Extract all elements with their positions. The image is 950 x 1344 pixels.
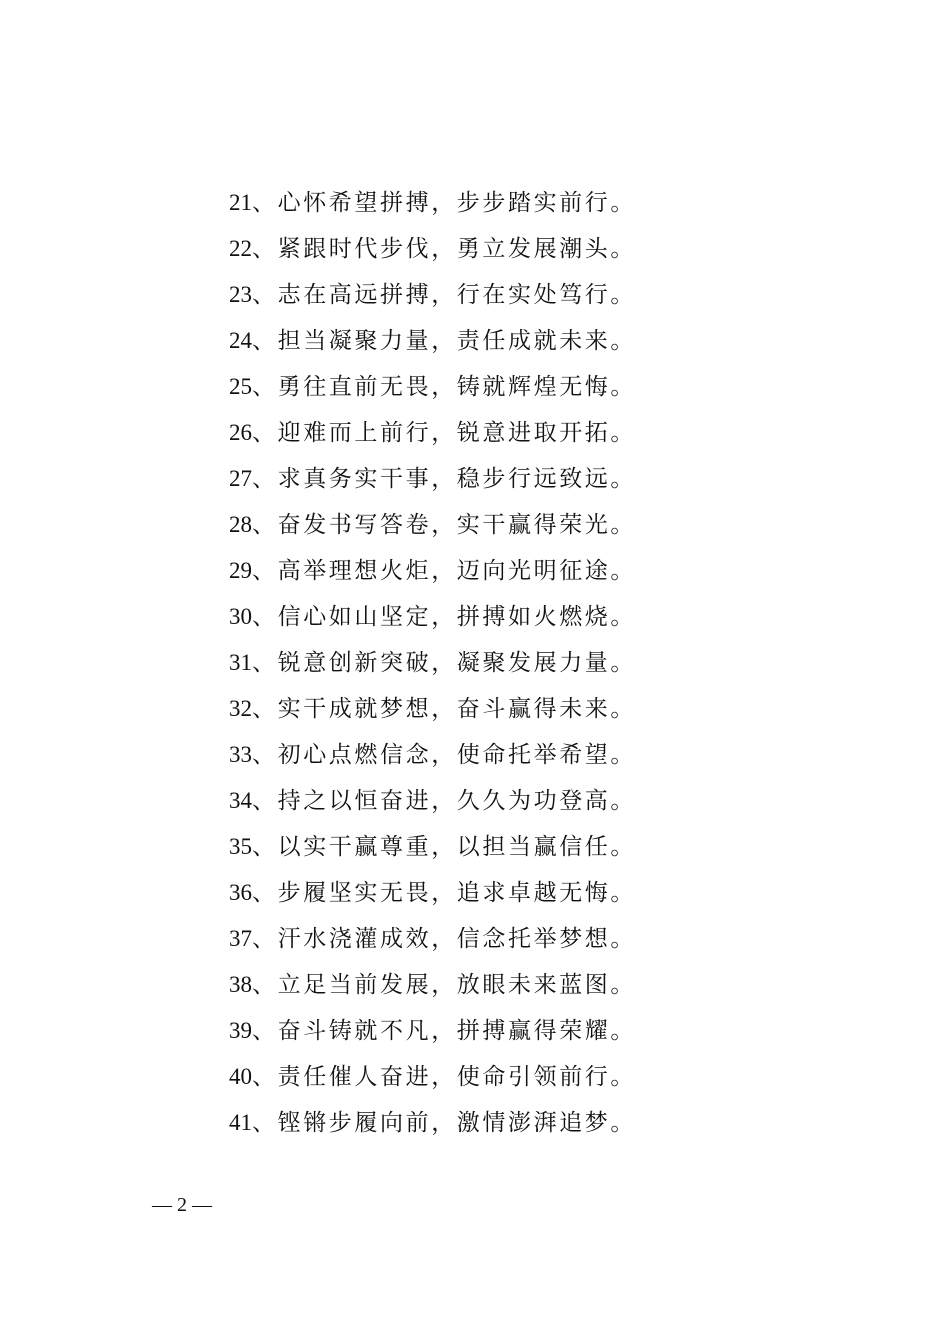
line-separator: 、	[252, 190, 278, 216]
slogan-line-22	[229, 226, 689, 272]
slogan-line-32	[229, 686, 689, 732]
line-separator: 、	[252, 466, 278, 492]
line-number: 22	[229, 236, 252, 261]
line-number: 27	[229, 466, 252, 491]
line-separator: 、	[252, 696, 278, 722]
line-text: 迎难而上前行，锐意进取开拓。	[277, 420, 637, 446]
line-text: 立足当前发展，放眼未来蓝图。	[277, 972, 637, 998]
slogan-list	[229, 180, 689, 1146]
line-separator: 、	[252, 558, 278, 584]
line-number: 33	[229, 742, 252, 767]
line-text: 担当凝聚力量，责任成就未来。	[277, 328, 637, 354]
slogan-line-21	[229, 180, 689, 226]
slogan-line-34	[229, 778, 689, 824]
slogan-line-40	[229, 1054, 689, 1100]
line-number: 25	[229, 374, 252, 399]
line-text: 求真务实干事，稳步行远致远。	[277, 466, 637, 492]
line-separator: 、	[252, 742, 278, 768]
slogan-line-27	[229, 456, 689, 502]
line-separator: 、	[252, 834, 278, 860]
line-separator: 、	[252, 374, 278, 400]
line-number: 31	[229, 650, 252, 675]
line-text: 责任催人奋进，使命引领前行。	[277, 1064, 637, 1090]
line-separator: 、	[252, 604, 278, 630]
line-separator: 、	[252, 926, 278, 952]
slogan-line-38	[229, 962, 689, 1008]
slogan-line-26	[229, 410, 689, 456]
line-separator: 、	[252, 282, 278, 308]
line-number: 21	[229, 190, 252, 215]
line-number: 41	[229, 1110, 252, 1135]
slogan-line-36	[229, 870, 689, 916]
line-text: 汗水浇灌成效，信念托举梦想。	[277, 926, 637, 952]
line-number: 38	[229, 972, 252, 997]
line-text: 初心点燃信念，使命托举希望。	[277, 742, 637, 768]
line-text: 锐意创新突破，凝聚发展力量。	[277, 650, 637, 676]
line-separator: 、	[252, 1064, 278, 1090]
line-separator: 、	[252, 236, 278, 262]
line-number: 24	[229, 328, 252, 353]
line-number: 32	[229, 696, 252, 721]
line-number: 28	[229, 512, 252, 537]
slogan-line-41	[229, 1100, 689, 1146]
slogan-line-28	[229, 502, 689, 548]
line-separator: 、	[252, 420, 278, 446]
slogan-line-30	[229, 594, 689, 640]
line-separator: 、	[252, 1018, 278, 1044]
line-text: 奋发书写答卷，实干赢得荣光。	[277, 512, 637, 538]
slogan-line-23	[229, 272, 689, 318]
line-separator: 、	[252, 650, 278, 676]
line-text: 紧跟时代步伐，勇立发展潮头。	[277, 236, 637, 262]
line-separator: 、	[252, 972, 278, 998]
line-text: 实干成就梦想，奋斗赢得未来。	[277, 696, 637, 722]
line-text: 步履坚实无畏，追求卓越无悔。	[277, 880, 637, 906]
line-number: 29	[229, 558, 252, 583]
line-separator: 、	[252, 512, 278, 538]
line-text: 铿锵步履向前，激情澎湃追梦。	[277, 1110, 637, 1136]
slogan-line-31	[229, 640, 689, 686]
line-number: 39	[229, 1018, 252, 1043]
page-number: — 2 —	[152, 1194, 212, 1216]
slogan-line-35	[229, 824, 689, 870]
line-text: 奋斗铸就不凡，拼搏赢得荣耀。	[277, 1018, 637, 1044]
line-separator: 、	[252, 328, 278, 354]
line-text: 心怀希望拼搏，步步踏实前行。	[277, 190, 637, 216]
line-number: 37	[229, 926, 252, 951]
line-text: 持之以恒奋进，久久为功登高。	[277, 788, 637, 814]
line-text: 信心如山坚定，拼搏如火燃烧。	[277, 604, 637, 630]
line-number: 40	[229, 1064, 252, 1089]
line-number: 36	[229, 880, 252, 905]
slogan-line-24	[229, 318, 689, 364]
slogan-line-33	[229, 732, 689, 778]
slogan-line-29	[229, 548, 689, 594]
line-text: 志在高远拼搏，行在实处笃行。	[277, 282, 637, 308]
slogan-line-25	[229, 364, 689, 410]
line-number: 23	[229, 282, 252, 307]
line-text: 高举理想火炬，迈向光明征途。	[277, 558, 637, 584]
line-text: 勇往直前无畏，铸就辉煌无悔。	[277, 374, 637, 400]
slogan-line-39	[229, 1008, 689, 1054]
line-separator: 、	[252, 788, 278, 814]
line-separator: 、	[252, 1110, 278, 1136]
line-text: 以实干赢尊重，以担当赢信任。	[277, 834, 637, 860]
line-number: 35	[229, 834, 252, 859]
line-separator: 、	[252, 880, 278, 906]
line-number: 26	[229, 420, 252, 445]
slogan-line-37	[229, 916, 689, 962]
line-number: 34	[229, 788, 252, 813]
line-number: 30	[229, 604, 252, 629]
